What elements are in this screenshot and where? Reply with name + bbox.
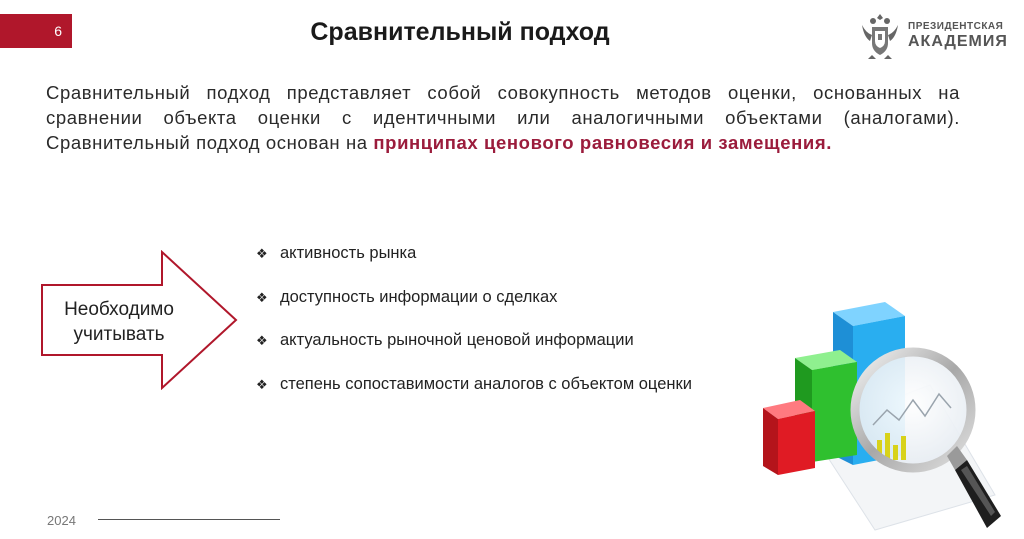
list-item xyxy=(256,244,796,288)
eagle-emblem-icon xyxy=(858,11,902,61)
intro-text: Сравнительный подход представляет собой совокупность методов оценки, основанных на сравнении объекта оценки с идентичными или аналогичными объектами (аналогами). Сравнительный подход основан на xyxy=(46,82,960,153)
diamond-bullet-icon: ❖ xyxy=(256,246,268,261)
list-item-text: доступность информации о сделках xyxy=(280,287,558,306)
list-item xyxy=(256,331,796,375)
arrow-label: Необходимо учитывать xyxy=(64,299,174,345)
diamond-bullet-icon: ❖ xyxy=(256,289,268,305)
list-item-text: степень сопоставимости аналогов с объектом оценки xyxy=(280,374,692,393)
academy-logo xyxy=(858,10,1008,62)
footer-year: 2024 xyxy=(47,513,76,528)
footer-divider xyxy=(98,519,280,520)
list-item xyxy=(256,375,796,419)
considerations-list xyxy=(256,244,796,418)
list-item-text: активность рынка xyxy=(280,244,417,262)
diamond-bullet-icon: ❖ xyxy=(256,376,268,392)
list-item-text: актуальность рыночной ценовой информации xyxy=(280,331,634,349)
intro-paragraph xyxy=(46,80,960,155)
slide-title: Сравнительный подход xyxy=(310,18,610,46)
logo-text-line2: АКАДЕМИЯ xyxy=(908,33,1008,50)
intro-end: . xyxy=(826,132,833,153)
diamond-bullet-icon: ❖ xyxy=(256,333,268,348)
list-item xyxy=(256,288,796,332)
slide-number: 6 xyxy=(54,23,62,39)
logo-text-line1: ПРЕЗИДЕНТСКАЯ xyxy=(908,21,1004,32)
intro-highlight: принципах ценового равновесия и замещения xyxy=(373,132,827,153)
magnifier-bar-chart-icon xyxy=(755,290,1015,535)
